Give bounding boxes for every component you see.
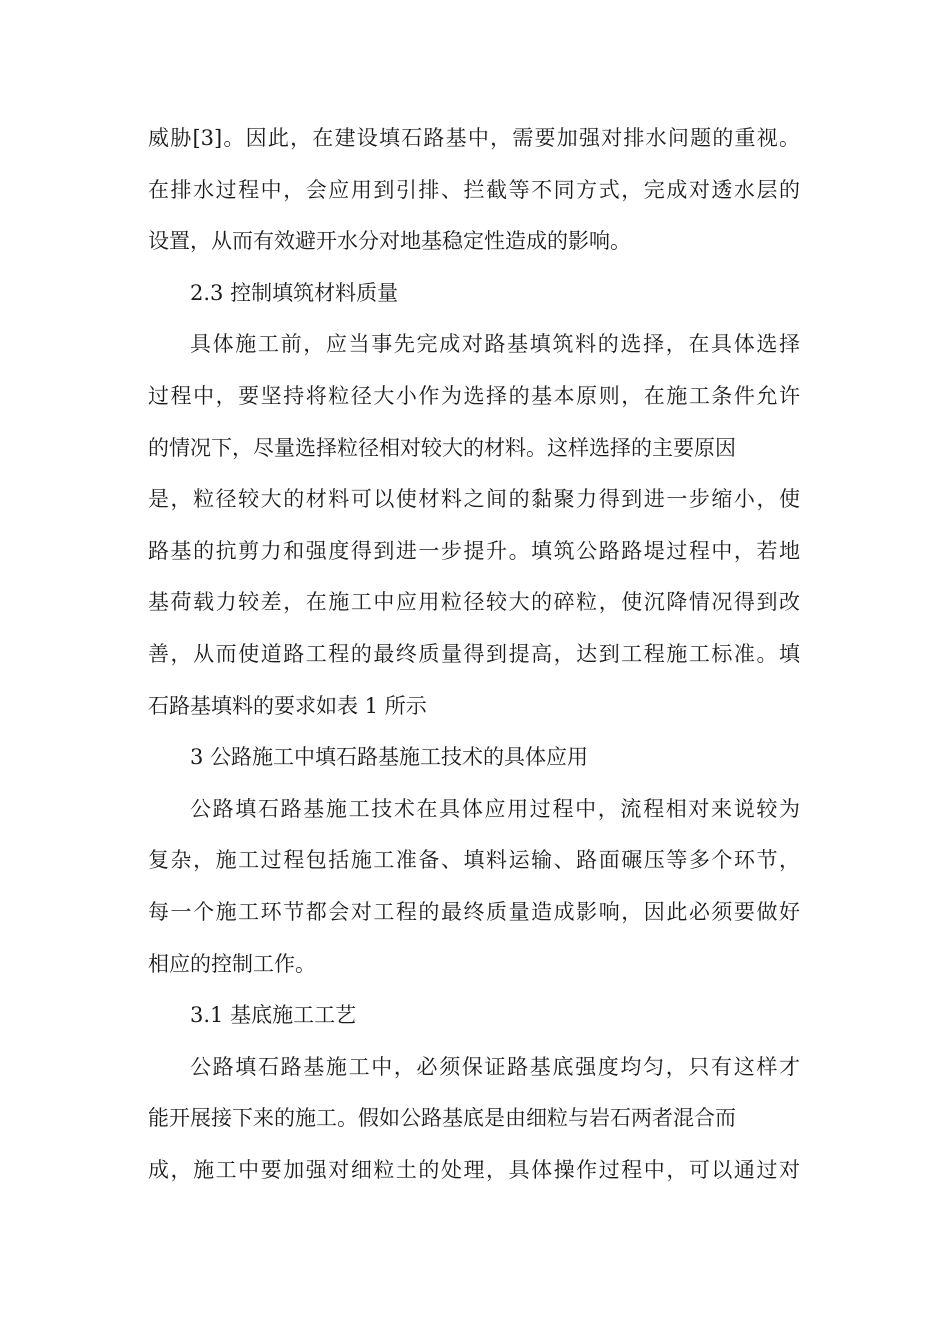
text-line: 过程中，要坚持将粒径大小作为选择的基本原则，在施工条件允许: [148, 383, 800, 408]
text-line: 能开展接下来的施工。假如公路基底是由细粒与岩石两者混合而: [148, 1106, 736, 1131]
text-line: 在排水过程中，会应用到引排、拦截等不同方式，完成对透水层的: [148, 177, 800, 202]
text-line: 具体施工前，应当事先完成对路基填筑料的选择，在具体选择: [190, 332, 800, 357]
text-line: 基荷载力较差，在施工中应用粒径较大的碎粒，使沉降情况得到改: [148, 590, 800, 615]
text-line: 善，从而使道路工程的最终质量得到提高，达到工程施工标准。填: [148, 641, 800, 666]
text-line: 路基的抗剪力和强度得到进一步提升。填筑公路路堤过程中，若地: [148, 538, 800, 563]
text-line: 公路填石路基施工技术在具体应用过程中，流程相对来说较为: [190, 796, 800, 821]
text-line: 每一个施工环节都会对工程的最终质量造成影响，因此必须要做好: [148, 899, 800, 924]
text-line: 设置，从而有效避开水分对地基稳定性造成的影响。: [148, 229, 631, 254]
text-line: 3.1 基底施工工艺: [190, 1003, 357, 1028]
text-line: 是，粒径较大的材料可以使材料之间的黏聚力得到进一步缩小，使: [148, 487, 800, 512]
text-line: 复杂，施工过程包括施工准备、填料运输、路面碾压等多个环节，: [148, 848, 800, 873]
text-line: 的情况下，尽量选择粒径相对较大的材料。这样选择的主要原因: [148, 435, 736, 460]
text-line: 威胁[3]。因此，在建设填石路基中，需要加强对排水问题的重视。: [148, 126, 800, 150]
body-text: [148, 116, 800, 1199]
text-line: 成，施工中要加强对细粒土的处理，具体操作过程中，可以通过对: [148, 1157, 800, 1182]
text-line: 2.3 控制填筑材料质量: [190, 280, 399, 305]
text-line: 石路基填料的要求如表 1 所示: [148, 693, 427, 718]
text-line: 3 公路施工中填石路基施工技术的具体应用: [190, 745, 589, 770]
text-line: 相应的控制工作。: [148, 951, 316, 976]
text-line: 公路填石路基施工中，必须保证路基底强度均匀，只有这样才: [190, 1054, 800, 1079]
